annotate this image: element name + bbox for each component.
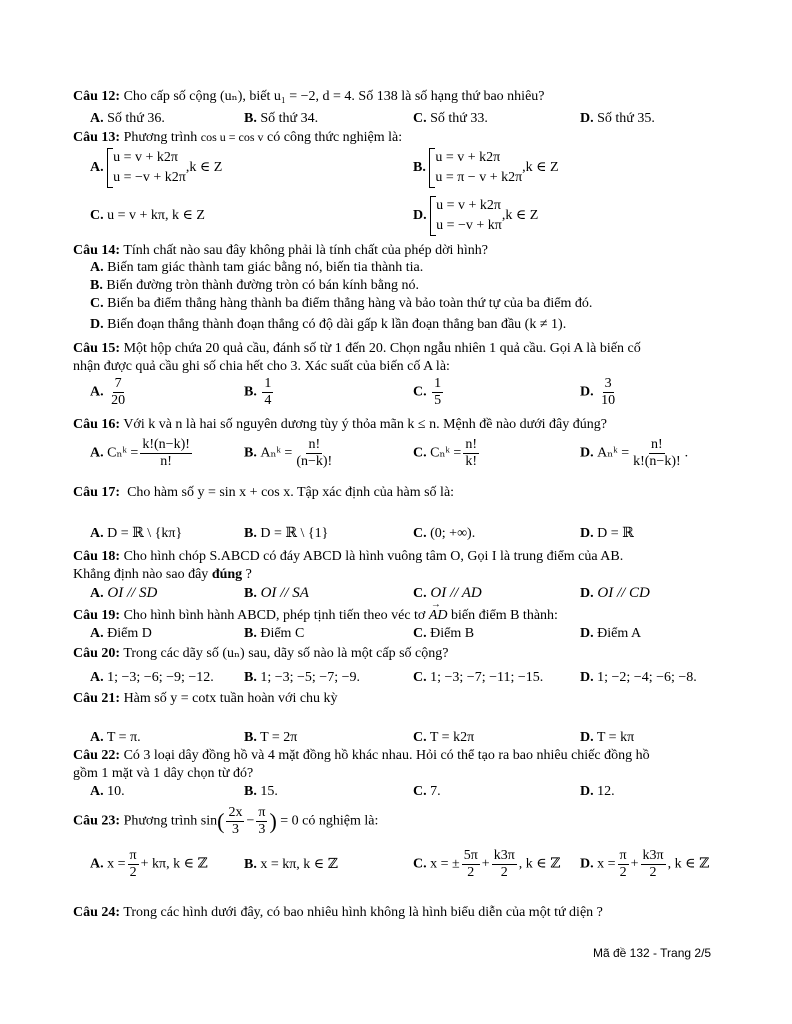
option-label: B. [90,278,103,293]
option-text: Biến đoạn thẳng thành đoạn thẳng có độ dài gấp k lần đoạn thẳng ban đầu (k ≠ 1). [107,317,567,332]
q22-stem-line2: gồm 1 mặt và 1 dây chọn từ đó? [73,766,254,781]
fraction [294,437,334,470]
sys-line: u = v + k2π [436,198,501,213]
q17-option-a [90,525,182,543]
option-label: B. [244,784,257,799]
option-label: C. [413,445,427,461]
q14-option-c [90,295,592,313]
fraction [128,848,139,881]
option-label: D. [580,445,594,461]
q21-text: Hàm số y = cotx tuần hoàn với chu kỳ [123,691,338,706]
numerator: n! [465,437,478,452]
option-label: D. [413,208,427,223]
q20-text: Trong các dãy số (uₙ) sau, dãy số nào là một cấp số cộng? [123,646,449,661]
option-text: 7. [430,784,441,799]
fraction [641,848,666,881]
option-text: 1; −3; −7; −11; −15. [430,670,544,685]
denominator: 2 [500,865,508,880]
q18-stem [73,548,623,566]
q18-label: Câu 18: [73,549,121,564]
option-text: Số thứ 35. [597,111,655,126]
option-label: D. [580,784,594,799]
denominator: 2 [619,865,627,880]
option-text: 10. [107,784,125,799]
option-label: A. [90,260,104,275]
option-label: C. [90,296,104,311]
q12-option-c [413,110,488,128]
q21-option-d [580,729,634,747]
option-label: B. [244,670,257,685]
q13-label: Câu 13: [73,130,121,145]
formula-lhs: x = ± [430,856,460,872]
option-label: A. [90,445,104,461]
q13-option-c [90,207,205,225]
q15-option-a [90,376,129,409]
option-text: 15. [260,784,278,799]
option-tail: ,k ∈ Z [501,208,539,224]
q16-stem [73,416,607,434]
numerator: k3π [642,848,664,863]
option-label: B. [244,626,257,641]
option-label: B. [244,730,257,745]
option-label: A. [90,526,104,541]
system-bracket [107,148,186,188]
q19-option-b [244,625,304,643]
q22-option-c [413,783,441,801]
numerator: π [619,848,627,863]
q13-option-a [90,148,222,188]
q22-option-a [90,783,125,801]
q15-option-c [413,376,445,409]
q16-option-b [244,437,336,470]
formula-lhs: x = [597,856,616,872]
option-label: C. [413,586,427,601]
q21-label: Câu 21: [73,691,121,706]
q21-option-c [413,729,474,747]
q18-option-a [90,584,157,603]
option-text: (0; +∞). [430,526,476,541]
q19-text-post: biến điểm B thành: [451,608,558,623]
option-text: Điểm C [260,626,305,641]
option-text: OI // AD [430,585,482,601]
q14-stem [73,242,488,260]
option-text: T = k2π [429,730,475,745]
option-text: Điểm A [597,626,642,641]
q19-option-c [413,625,474,643]
q23-label: Câu 23: [73,813,121,829]
numerator: 7 [114,376,122,391]
denominator: 10 [601,393,616,408]
option-label: C. [413,856,427,872]
q17-stem [73,484,454,502]
numerator: n! [651,437,663,452]
q19-stem [73,607,558,625]
option-text: 12. [597,784,615,799]
fraction [256,805,267,838]
option-label: D. [580,586,594,601]
option-label: B. [244,526,257,541]
q23-option-d [580,848,709,881]
q18-emphasis: đúng [211,567,243,582]
q13-text-post: có công thức nghiệm là: [267,130,403,145]
sys-line: u = π − v + k2π [435,170,523,185]
denominator: 2 [467,865,475,880]
option-text: 1; −3; −6; −9; −12. [107,670,214,685]
q18-option-b [244,584,309,603]
q19-option-d [580,625,641,643]
q14-text: Tính chất nào sau đây không phải là tính chất của phép dời hình? [123,243,489,258]
option-label: A. [90,856,104,872]
fraction [262,376,273,409]
option-text: Biến tam giác thành tam giác bằng nó, biến tia thành tia. [107,260,424,275]
option-text: D = ℝ \ {kπ} [107,526,183,541]
q14-option-a [90,259,423,277]
option-label: D. [90,317,104,332]
formula-lhs: Cₙᵏ = [430,445,462,461]
q12-text: Cho cấp số cộng (uₙ), biết u₁ = −2, d = 4. Số 138 là số hạng thứ bao nhiêu? [123,89,545,104]
q18-option-c [413,584,482,603]
option-text: T = kπ [596,730,635,745]
q13-option-b [413,148,559,188]
option-text: Biến ba điểm thẳng hàng thành ba điểm thẳng hàng và bảo toàn thứ tự của ba điểm đó. [107,296,593,311]
plus-sign: + [630,856,639,872]
q16-option-a [90,437,194,470]
option-label: A. [90,670,104,685]
option-text: T = 2π [260,730,298,745]
numerator: n! [308,437,321,452]
option-label: B. [244,111,257,126]
q24-label: Câu 24: [73,905,121,920]
option-label: A. [90,111,104,126]
system-bracket [430,196,502,236]
option-text: T = π. [106,730,141,745]
fraction [631,437,683,470]
option-label: C. [413,626,427,641]
denominator: 20 [111,393,126,408]
q23-text-post: = 0 có nghiệm là: [280,813,379,829]
q17-option-c [413,525,475,543]
option-label: C. [413,111,427,126]
option-text: Số thứ 36. [107,111,165,126]
q22-option-b [244,783,278,801]
option-label: D. [580,856,594,872]
q22-label: Câu 22: [73,748,121,763]
option-label: D. [580,111,594,126]
option-label: D. [580,670,594,685]
q23-option-a [90,848,208,881]
option-label: B. [244,586,257,601]
plus-sign: + [481,856,490,872]
option-text: D = ℝ [597,526,634,541]
option-text: 1; −2; −4; −6; −8. [597,670,697,685]
denominator: n! [160,454,172,469]
option-label: D. [580,626,594,641]
option-text: OI // SD [107,585,158,601]
sys-line: u = −v + k2π [113,170,186,185]
q17-label: Câu 17: [73,485,121,500]
q18-text2-end: ? [245,567,252,582]
option-text: Điểm D [107,626,152,641]
q18-text2: Khẳng định nào sao đây [73,567,209,582]
option-label: A. [90,384,104,400]
option-label: A. [90,160,104,175]
q15-label: Câu 15: [73,341,121,356]
option-label: C. [413,670,427,685]
denominator: 3 [258,822,266,837]
fraction [109,376,127,409]
q17-option-b [244,525,328,543]
q16-option-d: D. Aₙᵏ = $\frac{n!}{k!(n-k)!}$ . [580,437,689,469]
formula-lhs: Aₙᵏ = [260,445,293,461]
q12-option-d [580,110,655,128]
fraction [432,376,443,409]
q16-text: Với k và n là hai số nguyên dương tùy ý thỏa mãn k ≤ n. Mệnh đề nào dưới đây đúng? [123,417,607,432]
q22-stem [73,747,650,765]
option-text: u = v + kπ, k ∈ Z [107,208,205,223]
q22-text: Có 3 loại dây đồng hồ và 4 mặt đồng hồ khác nhau. Hỏi có thể tạo ra bao nhiêu chiếc đồng hồ [123,748,650,763]
q13-stem [73,128,402,147]
formula-lhs: Cₙᵏ = [107,445,139,461]
q12-label: Câu 12: [73,89,121,104]
q23-option-b [244,856,338,874]
q21-stem [73,690,338,708]
q12-stem [73,88,545,106]
option-label: B. [244,384,257,400]
sys-line: u = v + k2π [435,150,501,165]
option-tail: ,k ∈ Z [185,160,223,176]
formula-lhs: Aₙᵏ = [597,445,630,461]
formula-lhs: x = [107,856,126,872]
option-text: Biến đường tròn thành đường tròn có bán kính bằng nó. [106,278,420,293]
q18-text: Cho hình chóp S.ABCD có đáy ABCD là hình vuông tâm O, Gọi I là trung điểm của AB. [123,549,624,564]
minus-sign: − [246,813,255,829]
q23-option-c [413,848,560,881]
q15-stem [73,340,641,358]
option-label: C. [90,208,104,223]
option-label: C. [413,784,427,799]
q17-text: Cho hàm số y = sin x + cos x. Tập xác định của hàm số là: [127,485,455,500]
numerator: π [129,848,137,863]
numerator: 1 [264,376,272,391]
q17-option-d [580,525,634,543]
q15-stem-line2: nhận được quả cầu ghi số chia hết cho 3. Xác suất của biến cố A là: [73,359,450,374]
left-paren: ( [217,808,225,834]
numerator: k!(n−k)! [142,437,190,452]
q23-text: Phương trình sin [123,813,218,829]
q23-stem [73,805,378,838]
denominator: 3 [231,822,239,837]
q14-option-d [90,316,566,334]
q15-option-b [244,376,275,409]
option-label: B. [413,160,426,175]
vector-ad: → AD [429,607,448,625]
option-label: A. [90,626,104,641]
q16-label: Câu 16: [73,417,121,432]
option-text: D = ℝ \ {1} [260,526,329,541]
q13-text-pre: Phương trình [123,130,198,145]
q13-equation: cos u = cos v [200,130,264,144]
fraction [463,437,479,470]
q19-option-a [90,625,152,643]
q19-text: Cho hình bình hành ABCD, phép tịnh tiến theo véc tơ [123,608,426,623]
numerator: 5π [463,848,478,863]
q24-stem [73,904,603,922]
q14-option-b [90,277,419,295]
q19-label: Câu 19: [73,608,121,623]
denominator: 2 [649,865,657,880]
option-label: D. [580,730,594,745]
denominator: k! [465,454,478,469]
q18-option-d [580,584,650,603]
formula-rhs: , k ∈ ℤ [667,856,710,872]
fraction [462,848,480,881]
option-text: Số thứ 33. [430,111,488,126]
option-label: B. [244,445,257,461]
fraction [140,437,192,470]
denominator: 2 [129,865,137,880]
fraction [599,376,617,409]
q13-option-d [413,196,538,236]
option-text: x = kπ, k ∈ ℤ [260,857,338,872]
q20-option-c [413,669,543,687]
denominator: 4 [264,393,272,408]
q14-label: Câu 14: [73,243,121,258]
numerator: π [258,805,266,820]
q12-option-b [244,110,318,128]
denominator: 5 [434,393,442,408]
numerator: 1 [434,376,442,391]
right-paren: ) [269,808,277,834]
numerator: k3π [493,848,515,863]
q16-option-c [413,437,481,470]
fraction [618,848,629,881]
q20-option-d [580,669,697,687]
denominator: k!(n−k)! [633,454,681,469]
sys-line: u = v + k2π [113,150,178,165]
q18-stem-line2 [73,566,252,584]
numerator: 2x [228,805,243,820]
q15-text: Một hộp chứa 20 quả cầu, đánh số từ 1 đến 20. Chọn ngẫu nhiên 1 quả cầu. Gọi A là biến cố [123,341,641,356]
q20-stem [73,645,448,663]
q12-option-a [90,110,165,128]
q22-option-d [580,783,615,801]
denominator: (n−k)! [296,454,333,469]
q20-label: Câu 20: [73,646,121,661]
q21-option-b [244,729,297,747]
page-footer: Mã đề 132 - Trang 2/5 [593,946,712,960]
option-label: C. [413,526,427,541]
option-text: OI // SA [260,585,309,601]
option-label: D. [580,526,594,541]
numerator: 3 [604,376,612,391]
option-label: D. [580,384,594,400]
option-tail: ,k ∈ Z [522,160,559,176]
q15-option-d [580,376,619,409]
option-label: A. [90,730,104,745]
option-text: Số thứ 34. [260,111,319,126]
option-label: C. [413,730,427,745]
q20-option-a [90,669,214,687]
option-label: A. [90,784,104,799]
option-label: A. [90,586,104,601]
option-text: 1; −3; −5; −7; −9. [260,670,360,685]
q24-text: Trong các hình dưới đây, có bao nhiêu hình không là hình biểu diễn của một tứ diện ? [123,905,603,920]
q21-option-a [90,729,141,747]
sys-line: u = −v + kπ [436,218,502,233]
option-text: Điểm B [430,626,475,641]
system-bracket [429,148,522,188]
q20-option-b [244,669,360,687]
fraction [492,848,517,881]
option-label: B. [244,857,257,872]
formula-rhs: + kπ, k ∈ ℤ [140,856,208,872]
option-text: OI // CD [597,585,650,601]
fraction [226,805,244,838]
option-label: C. [413,384,427,400]
formula-rhs: , k ∈ ℤ [518,856,561,872]
